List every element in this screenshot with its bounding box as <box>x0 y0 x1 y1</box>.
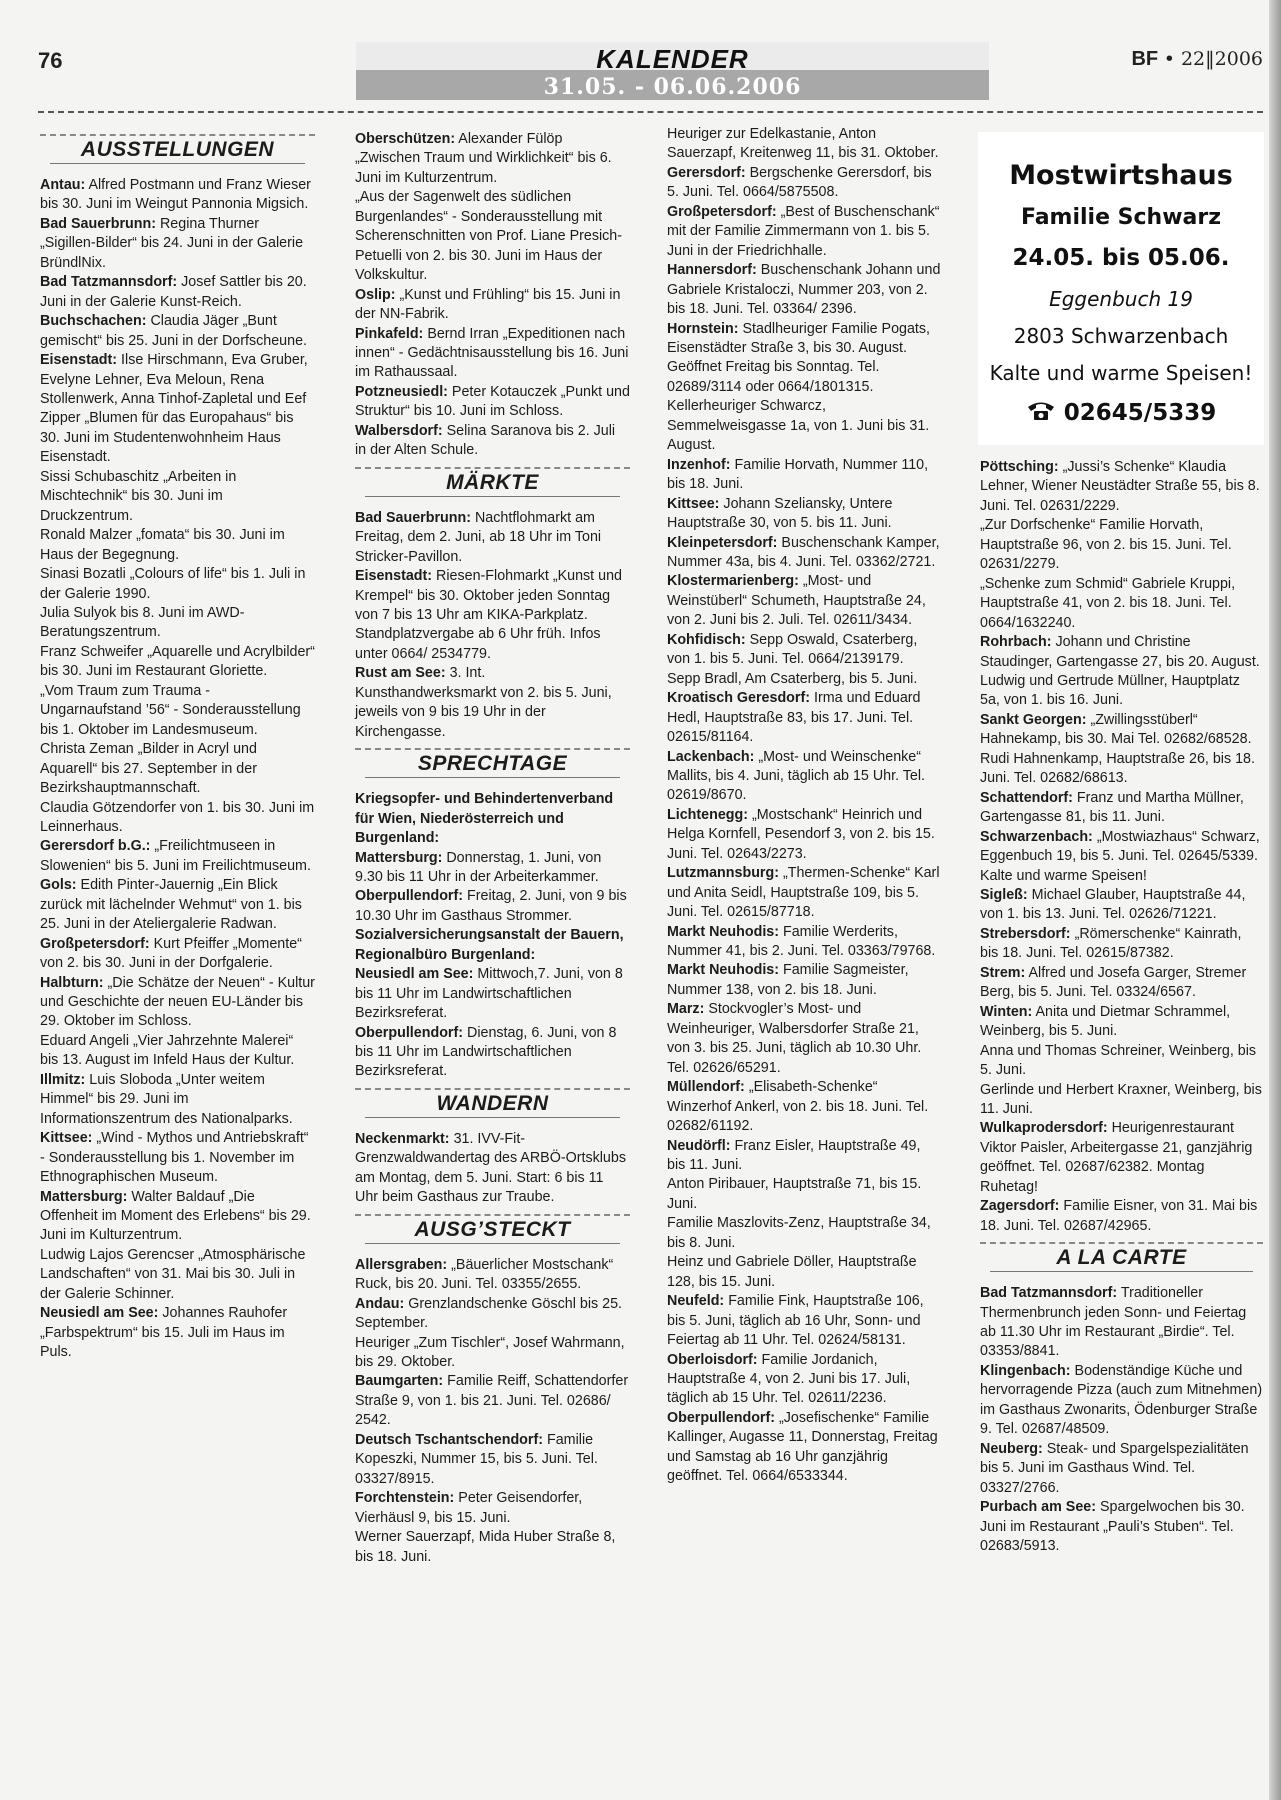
listing-entry <box>667 1351 942 1409</box>
listing-entry <box>980 750 1263 789</box>
listing-entry <box>667 495 942 534</box>
listing-place: Klingenbach: <box>980 1362 1071 1379</box>
org-heading-kriegsopfer: Kriegsopfer- und Behindertenverband für Wien, Niederösterreich und Burgenland: <box>355 791 614 847</box>
listing-text: Buschenschank Johann und Gabriele Kristaloczi, Nummer 203, von 2. bis 18. Juni. Tel. 03364/ 2396. <box>667 262 941 318</box>
listing-text: Stockvogler’s Most- und Weinheuriger, Walbersdorfer Straße 21, von 3. bis 25. Juni, täglich ab 10.30 Uhr. Tel. 02626/65291. <box>667 1001 922 1076</box>
listing-entry <box>667 961 942 1000</box>
listing-text: Franz und Martha Müllner, Gartengasse 81, bis 11. Juni. <box>980 789 1244 826</box>
issue-number: • 22‖2006 <box>1163 48 1263 70</box>
listing-place: Zagersdorf: <box>980 1198 1060 1215</box>
listing-entry <box>667 572 942 630</box>
listing-entry <box>667 1000 942 1078</box>
listing-entry <box>980 1498 1263 1556</box>
listing-entry <box>40 682 315 740</box>
listing-text: „Bäuerlicher Mostschank“ Ruck, bis 20. Juni. Tel. 03355/2655. <box>355 1256 614 1293</box>
listing-text: „Most- und Weinstüberl“ Schumeth, Hauptstraße 24, von 2. Juni bis 2. Juli. Tel. 02611/3434. <box>667 573 926 629</box>
listing-place: Bad Tatzmannsdorf: <box>980 1285 1118 1302</box>
listing-entry <box>40 565 315 604</box>
listing-entry <box>980 1119 1263 1197</box>
ausgsteckt-list <box>355 1256 630 1567</box>
listing-entry <box>40 974 315 1032</box>
mostwirtshaus-ad <box>978 132 1264 445</box>
issue-info <box>1131 48 1263 71</box>
listing-text: Irma und Eduard Hedl, Hauptstraße 83, bis 17. Juni. Tel. 02615/81164. <box>667 690 921 746</box>
section-header-wandern: WANDERN <box>355 1088 630 1124</box>
listing-text: Regina Thurner „Sigillen-Bilder“ bis 24. Juni in der Galerie BründlNix. <box>40 215 304 271</box>
listing-entry <box>355 383 630 422</box>
listing-entry <box>355 188 630 285</box>
listing-place: Gols: <box>40 877 77 894</box>
listing-entry <box>40 799 315 838</box>
listing-entry <box>355 509 630 567</box>
listing-text: Steak- und Spargelspezialitäten bis 5. Juni im Gasthaus Wind. Tel. 03327/2766. <box>980 1440 1249 1496</box>
listing-text: Heuriger zur Edelkastanie, Anton Sauerzapf, Kreitenweg 11, bis 31. Oktober. <box>667 126 939 162</box>
listing-place: Hornstein: <box>667 320 739 337</box>
listing-text: Franz Eisler, Hauptstraße 49, bis 11. Juni. <box>667 1137 921 1174</box>
listing-place: Sankt Georgen: <box>980 711 1087 728</box>
listing-place: Neckenmarkt: <box>355 1130 450 1147</box>
listing-place: Schattendorf: <box>980 789 1073 806</box>
listing-entry <box>40 1246 315 1304</box>
listing-entry <box>667 1409 942 1487</box>
listing-place: Antau: <box>40 177 86 193</box>
header-band <box>356 42 989 100</box>
listing-entry <box>980 925 1263 964</box>
listing-text: Claudia Jäger „Bunt gemischt“ bis 25. Juni in der Dorfscheune. <box>40 313 308 349</box>
listing-text: „Aus der Sagenwelt des südlichen Burgenlandes“ - Sonderausstellung mit Scherenschnitten von Prof. Liane Presich-Petuelli von 2. bis 30. Juni im Haus der Volkskultur. <box>355 189 623 284</box>
listing-text: Bernd Irran „Expeditionen nach innen“ - Gedächtnisausstellung bis 16. Juni im Rathaussaal. <box>355 325 629 381</box>
listing-place: Mattersburg: <box>355 849 443 866</box>
org-heading-svb: Sozialversicherungsanstalt der Bauern, Regionalbüro Burgenland: <box>355 927 624 963</box>
ausgsteckt-list-cont-2 <box>980 458 1263 1236</box>
listing-text: Familie Maszlovits-Zenz, Hauptstraße 34, bis 8. Juni. <box>667 1215 931 1251</box>
listing-place: Illmitz: <box>40 1071 86 1088</box>
listing-entry <box>355 849 630 888</box>
listing-text: Familie Sagmeister, Nummer 138, von 2. bis 18. Juni. <box>667 962 909 998</box>
listing-place: Bad Sauerbrunn: <box>40 215 156 232</box>
listing-text: „Zur Dorfschenke“ Familie Horvath, Hauptstraße 96, von 2. bis 15. Juni. Tel. 02631/2279. <box>980 517 1232 573</box>
page-title: KALENDER <box>596 44 749 74</box>
listing-entry <box>667 164 942 203</box>
listing-place: Oberpullendorf: <box>355 888 464 905</box>
listing-place: Forchtenstein: <box>355 1490 455 1507</box>
listing-entry <box>40 176 315 215</box>
listing-text: Heinz und Gabriele Döller, Hauptstraße 128, bis 15. Juni. <box>667 1254 917 1290</box>
listing-place: Markt Neuhodis: <box>667 923 780 940</box>
listing-text: Familie Werderits, Nummer 41, bis 2. Juni. Tel. 03363/79768. <box>667 923 936 960</box>
listing-place: Oberpullendorf: <box>355 1024 464 1041</box>
a-la-carte-list <box>980 1284 1263 1556</box>
listing-entry <box>980 1197 1263 1236</box>
listing-entry <box>980 672 1263 711</box>
listing-text: Luis Sloboda „Unter weitem Himmel“ bis 29. Juni im Informationszentrum des Nationalparks. <box>40 1071 293 1127</box>
listing-text: Spargelwochen bis 30. Juni im Restaurant „Pauli’s Stuben“. Tel. 02683/5913. <box>980 1499 1245 1555</box>
ausgsteckt-list-cont <box>667 125 942 1487</box>
listing-text: Ludwig und Gertrude Müllner, Hauptplatz 5a, von 1. bis 16. Juni. <box>980 672 1240 709</box>
listing-entry <box>667 689 942 747</box>
listing-entry <box>980 886 1263 925</box>
listing-entry <box>355 965 630 1023</box>
listing-entry <box>667 261 942 319</box>
listing-entry <box>355 567 630 664</box>
listing-text: 31. IVV-Fit-Grenzwaldwandertag des ARBÖ-Ortsklubs am Montag, dem 5. Juni. Start: 6 bis 11 Uhr beim Gasthaus zur Traube. <box>355 1130 626 1206</box>
listing-text: Johann Szeliansky, Untere Hauptstraße 30, von 5. bis 11. Juni. <box>667 495 893 532</box>
listing-text: Familie Jordanich, Hauptstraße 4, von 2. Juni bis 17. Juli, täglich ab 15 Uhr. Tel. 02611/2236. <box>667 1351 911 1407</box>
listing-place: Marz: <box>667 1001 705 1018</box>
listing-entry <box>667 1292 942 1350</box>
listing-text: „Zwillingsstüberl“ Hahnekamp, bis 30. Mai Tel. 02682/68528. <box>980 711 1252 748</box>
listing-entry <box>667 125 942 164</box>
sprechtage-list-2 <box>355 965 630 1082</box>
listing-place: Kittsee: <box>40 1130 93 1147</box>
listing-entry <box>40 837 315 876</box>
listing-place: Großpetersdorf: <box>667 203 777 220</box>
listing-text: „Thermen-Schenke“ Karl und Anita Seidl, Hauptstraße 109, bis 5. Juni. Tel. 02615/87718. <box>667 865 940 921</box>
listing-text: Donnerstag, 1. Juni, von 9.30 bis 11 Uhr in der Arbeiterkammer. <box>355 849 602 885</box>
listing-text: „Mostwiazhaus“ Schwarz, Eggenbuch 19, bis 5. Juni. Tel. 02645/5339. Kalte und warme Speisen! <box>980 828 1260 884</box>
column-2 <box>355 130 630 1567</box>
listing-text: „Mostschank“ Heinrich und Helga Kornfell, Pesendorf 3, von 2. bis 15. Juni. Tel. 02643/2273. <box>667 806 935 862</box>
listing-entry <box>667 1175 942 1214</box>
listing-entry <box>667 748 942 806</box>
listing-place: Strem: <box>980 964 1026 981</box>
ad-street: Eggenbuch 19 <box>1049 287 1193 311</box>
listing-entry <box>980 789 1263 828</box>
listing-place: Lackenbach: <box>667 748 755 765</box>
listing-entry <box>980 964 1263 1003</box>
listing-text: Traditioneller Thermenbrunch jeden Sonn- und Feiertag ab 11.30 Uhr im Restaurant „Birdie“. Tel. 03353/8841. <box>980 1285 1247 1360</box>
listing-text: Johann und Christine Staudinger, Gartengasse 27, bis 20. August. <box>980 634 1260 670</box>
page-header <box>38 42 1263 102</box>
listing-text: „Die Schätze der Neuen“ - Kultur und Geschichte der neuen EU-Länder bis 29. Oktober im Schloss. <box>40 974 315 1030</box>
listing-entry <box>980 1284 1263 1362</box>
listing-place: Pöttsching: <box>980 459 1059 475</box>
maerkte-list <box>355 509 630 742</box>
listing-place: Andau: <box>355 1295 405 1312</box>
listing-place: Markt Neuhodis: <box>667 962 780 979</box>
listing-place: Rohrbach: <box>980 634 1052 651</box>
listing-entry <box>40 1304 315 1362</box>
listing-text: Claudia Götzendorfer von 1. bis 30. Juni im Leinnerhaus. <box>40 799 315 835</box>
listing-entry <box>667 1137 942 1176</box>
listing-entry <box>667 806 942 864</box>
listing-entry <box>355 1024 630 1082</box>
listing-entry <box>355 887 630 926</box>
listing-entry <box>667 456 942 495</box>
column-4 <box>980 458 1263 1556</box>
listing-text: Familie Fink, Hauptstraße 106, bis 5. Juni, täglich ab 16 Uhr, Sonn- und Feiertag ab 11 Uhr. Tel. 02624/58131. <box>667 1293 924 1349</box>
listing-text: „Wind - Mythos und Antriebskraft“ - Sonderausstellung bis 1. November im Ethnographischen Museum. <box>40 1130 309 1186</box>
listing-text: Heuriger „Zum Tischler“, Josef Wahrmann, bis 29. Oktober. <box>355 1334 625 1371</box>
listing-place: Großpetersdorf: <box>40 935 150 952</box>
listing-place: Neusiedl am See: <box>355 966 474 983</box>
listing-entry <box>980 458 1263 516</box>
listing-text: Riesen-Flohmarkt „Kunst und Krempel“ bis 30. Oktober jeden Sonntag von 7 bis 13 Uhr am KIKA-Parkplatz. Standplatzvergabe ab 6 Uhr früh. Infos unter 0664/ 2534779. <box>355 568 622 662</box>
listing-entry <box>355 422 630 461</box>
listing-place: Walbersdorf: <box>355 422 443 439</box>
date-range: 31.05. - 06.06.2006 <box>543 74 802 100</box>
section-header-maerkte: MÄRKTE <box>355 467 630 503</box>
wandern-list <box>355 1130 630 1208</box>
listing-text: Walter Baldauf „Die Offenheit im Moment des Erlebens“ bis 29. Juni im Kulturzentrum. <box>40 1188 311 1244</box>
listing-entry <box>355 1528 630 1567</box>
listing-text: Gerlinde und Herbert Kraxner, Weinberg, bis 11. Juni. <box>980 1081 1262 1117</box>
listing-text: Josef Sattler bis 20. Juni in der Galerie Kunst-Reich. <box>40 274 307 310</box>
listing-text: Ilse Hirschmann, Eva Gruber, Evelyne Lehner, Eva Meloun, Rena Stollenwerk, Anna Tinhof-Zapletal und Eef Zipper „Blumen für das Europahaus“ bis 30. Juni im Studentenwohnheim Haus Eisenstadt. <box>40 352 308 466</box>
listing-entry <box>40 1071 315 1129</box>
listing-place: Wulkaprodersdorf: <box>980 1120 1108 1137</box>
listing-text: „Best of Buschenschank“ mit der Familie Zimmermann von 1. bis 5. Juni in der Friedrichhalle. <box>667 203 940 259</box>
listing-place: Klostermarienberg: <box>667 573 799 590</box>
listing-place: Eisenstadt: <box>40 352 118 369</box>
listing-text: Sepp Bradl, Am Csaterberg, bis 5. Juni. <box>667 670 918 687</box>
listing-place: Kroatisch Geresdorf: <box>667 690 811 707</box>
listing-text: „Schenke zum Schmid“ Gabriele Kruppi, Hauptstraße 41, von 2. bis 18. Juni. Tel. 0664/1632240. <box>980 575 1236 631</box>
listing-entry <box>355 1256 630 1295</box>
listing-entry <box>40 351 315 468</box>
listing-text: Ronald Malzer „fomata“ bis 30. Juni im Haus der Begegnung. <box>40 527 285 563</box>
listing-place: Potzneusiedl: <box>355 383 448 400</box>
ad-phone <box>978 400 1264 428</box>
listing-place: Buchschachen: <box>40 313 147 330</box>
listing-place: Neufeld: <box>667 1293 725 1310</box>
listing-text: Sinasi Bozatli „Colours of life“ bis 1. Juli in der Galerie 1990. <box>40 566 306 602</box>
listing-entry <box>667 1078 942 1136</box>
listing-text: „Josefischenke“ Familie Kallinger, Augasse 11, Donnerstag, Freitag und Samstag ab 16 Uhr ganzjährig geöffnet. Tel. 0664/6533344. <box>667 1409 938 1485</box>
listing-text: Kurt Pfeiffer „Momente“ von 2. bis 30. Juni in der Dorfgalerie. <box>40 935 302 972</box>
listing-entry <box>980 516 1263 574</box>
ad-dates: 24.05. bis 05.06. <box>1012 245 1230 271</box>
listing-entry <box>355 1372 630 1430</box>
listing-entry <box>40 643 315 682</box>
listing-entry <box>980 1003 1263 1042</box>
listing-text: Familie Eisner, von 31. Mai bis 18. Juni. Tel. 02687/42965. <box>980 1198 1258 1234</box>
brand-logo: BF <box>1131 48 1159 70</box>
listing-text: Anita und Dietmar Schrammel, Weinberg, bis 5. Juni. <box>980 1003 1231 1040</box>
listing-entry <box>40 468 315 526</box>
ad-phone-number: 02645/5339 <box>1063 400 1217 426</box>
listing-entry <box>355 1130 630 1208</box>
listing-entry <box>980 828 1263 886</box>
listing-text: 3. Int. Kunsthandwerksmarkt von 2. bis 5. Juni, jeweils von 9 bis 19 Uhr in der Kirchengasse. <box>355 665 612 740</box>
listing-entry <box>667 864 942 922</box>
listing-place: Gerersdorf: <box>667 164 746 181</box>
ad-family: Familie Schwarz <box>1020 205 1222 230</box>
listing-text: Bodenständige Küche und hervorragende Pizza (auch zum Mitnehmen) im Gasthaus Zwonarits, Ödenburger Straße 9. Tel. 02687/48509. <box>980 1362 1263 1438</box>
listing-entry <box>667 534 942 573</box>
listing-place: Baumgarten: <box>355 1373 444 1390</box>
listing-place: Bad Sauerbrunn: <box>355 509 471 526</box>
listing-text: „Kunst und Frühling“ bis 15. Juni in der NN-Fabrik. <box>355 286 621 323</box>
listing-text: Familie Horvath, Nummer 110, bis 18. Juni. <box>667 456 929 493</box>
listing-text: Ludwig Lajos Gerencser „Atmosphärische Landschaften“ von 31. Mai bis 30. Juli in der Galerie Schinner. <box>40 1246 306 1302</box>
listing-place: Neuberg: <box>980 1440 1043 1457</box>
listing-text: Sepp Oswald, Csaterberg, von 1. bis 5. Juni. Tel. 0664/2139179. <box>667 631 918 668</box>
listing-text: Peter Geisendorfer, Vierhäusl 9, bis 15. Juni. <box>355 1490 583 1526</box>
listing-text: Nachtflohmarkt am Freitag, dem 2. Juni, ab 18 Uhr im Toni Stricker-Pavillon. <box>355 509 602 565</box>
listing-text: Familie Reiff, Schattendorfer Straße 9, von 1. bis 21. Juni. Tel. 02686/ 2542. <box>355 1373 629 1429</box>
listing-place: Mattersburg: <box>40 1188 128 1205</box>
listing-text: Mittwoch,7. Juni, von 8 bis 11 Uhr im Landwirtschaftlichen Bezirksreferat. <box>355 966 623 1022</box>
listing-text: Grenzlandschenke Göschl bis 25. September. <box>355 1295 623 1332</box>
listing-entry <box>40 1032 315 1071</box>
listing-text: Kellerheuriger Schwarcz, Semmelweisgasse 1a, von 1. Juni bis 31. August. <box>667 398 930 454</box>
listing-place: Inzenhof: <box>667 456 731 473</box>
listing-entry <box>667 923 942 962</box>
listing-place: Oslip: <box>355 286 396 303</box>
listing-place: Neusiedl am See: <box>40 1305 159 1322</box>
listing-place: Neudörfl: <box>667 1137 731 1154</box>
listing-place: Müllendorf: <box>667 1079 745 1096</box>
ad-title: Mostwirtshaus <box>1009 160 1233 191</box>
listing-entry <box>40 1129 315 1187</box>
listing-entry <box>667 1253 942 1292</box>
ad-town: 2803 Schwarzenbach <box>1013 324 1229 348</box>
header-divider <box>38 111 1263 113</box>
listing-place: Sigleß: <box>980 886 1028 903</box>
listing-text: Johannes Rauhofer „Farbspektrum“ bis 15. Juli im Haus im Puls. <box>40 1305 288 1361</box>
listing-entry <box>355 325 630 383</box>
listing-text: Alfred Postmann und Franz Wieser bis 30. Juni im Weingut Pannonia Migsich. <box>40 177 311 213</box>
listing-text: Werner Sauerzapf, Mida Huber Straße 8, bis 18. Juni. <box>355 1529 616 1565</box>
sprechtage-list-1 <box>355 849 630 927</box>
listing-text: Michael Glauber, Hauptstraße 44, von 1. bis 13. Juni. Tel. 02626/71221. <box>980 886 1246 923</box>
listing-text: Peter Kotauczek „Punkt und Struktur“ bis 10. Juni im Schloss. <box>355 383 630 420</box>
listing-entry <box>40 1188 315 1246</box>
section-header-ausgsteckt: AUSG’STECKT <box>355 1214 630 1250</box>
listing-entry <box>667 670 942 689</box>
listing-place: Halbturn: <box>40 974 104 991</box>
listing-place: Oberpullendorf: <box>667 1409 776 1426</box>
listing-entry <box>40 876 315 934</box>
listing-place: Hannersdorf: <box>667 262 757 279</box>
listing-place: Bad Tatzmannsdorf: <box>40 274 178 291</box>
listing-place: Lichtenegg: <box>667 806 749 823</box>
listing-place: Kohfidisch: <box>667 631 746 648</box>
listing-place: Oberschützen: <box>355 131 456 147</box>
listing-place: Rust am See: <box>355 665 446 682</box>
page-number: 76 <box>38 48 63 73</box>
section-header-ausstellungen: AUSSTELLUNGEN <box>40 134 315 170</box>
listing-place: Strebersdorf: <box>980 925 1071 942</box>
listing-text: „Jussi’s Schenke“ Klaudia Lehner, Wiener Neustädter Straße 55, bis 8. Juni. Tel. 02631/2229. <box>980 459 1260 514</box>
listing-entry <box>980 633 1263 672</box>
column-1 <box>40 130 315 1363</box>
listing-entry <box>980 575 1263 633</box>
listing-text: Bergschenke Gerersdorf, bis 5. Juni. Tel. 0664/5875508. <box>667 164 932 201</box>
listing-text: Buschenschank Kamper, Nummer 43a, bis 4. Juni. Tel. 03362/2721. <box>667 534 940 570</box>
listing-text: Familie Kopeszki, Nummer 15, bis 5. Juni. Tel. 03327/8915. <box>355 1431 598 1487</box>
column-3 <box>667 125 942 1487</box>
listing-entry <box>40 935 315 974</box>
listing-entry <box>980 711 1263 750</box>
listing-entry <box>40 273 315 312</box>
listing-entry <box>40 312 315 351</box>
listing-text: Christa Zeman „Bilder in Acryl und Aquarell“ bis 27. September in der Bezirkshauptmannschaft. <box>40 741 257 797</box>
listing-entry <box>355 1431 630 1489</box>
listing-place: Deutsch Tschantschendorf: <box>355 1431 544 1448</box>
listing-entry <box>667 631 942 670</box>
listing-text: Rudi Hahnenkamp, Hauptstraße 26, bis 18. Juni. Tel. 02682/68613. <box>980 750 1255 787</box>
listing-place: Kittsee: <box>667 495 720 512</box>
listing-entry <box>667 1214 942 1253</box>
listing-place: Kleinpetersdorf: <box>667 534 778 551</box>
listing-entry <box>355 664 630 742</box>
listing-place: Lutzmannsburg: <box>667 865 779 882</box>
listing-place: Oberloisdorf: <box>667 1351 758 1368</box>
listing-place: Eisenstadt: <box>355 568 433 585</box>
listing-text: Alfred und Josefa Garger, Stremer Berg, bis 5. Juni. Tel. 03324/6567. <box>980 964 1247 1001</box>
listing-place: Winten: <box>980 1003 1033 1020</box>
listing-entry <box>667 203 942 261</box>
section-header-a-la-carte: A LA CARTE <box>980 1242 1263 1278</box>
listing-text: „Römerschenke“ Kainrath, bis 18. Juni. Tel. 02615/87382. <box>980 925 1242 962</box>
listing-text: Anton Piribauer, Hauptstraße 71, bis 15. Juni. <box>667 1176 922 1212</box>
listing-entry <box>40 215 315 273</box>
listing-text: Edith Pinter-Jauernig „Ein Blick zurück mit lächelnder Wehmut“ von 1. bis 25. Juni in der Ateliergalerie Radwan. <box>40 877 302 933</box>
listing-text: Alexander Fülöp „Zwischen Traum und Wirklichkeit“ bis 6. Juni im Kulturzentrum. <box>355 131 612 186</box>
listing-entry <box>980 1362 1263 1440</box>
listing-entry <box>667 320 942 398</box>
listing-entry <box>667 397 942 455</box>
listing-place: Schwarzenbach: <box>980 828 1093 845</box>
listing-entry <box>355 1295 630 1334</box>
listing-text: Julia Sulyok bis 8. Juni im AWD-Beratungszentrum. <box>40 604 245 641</box>
listing-text: Freitag, 2. Juni, von 9 bis 10.30 Uhr im Gasthaus Strommer. <box>355 888 627 924</box>
listing-text: Anna und Thomas Schreiner, Weinberg, bis 5. Juni. <box>980 1042 1257 1079</box>
listing-entry <box>980 1440 1263 1498</box>
listing-text: Sissi Schubaschitz „Arbeiten in Mischtechnik“ bis 30. Juni im Druckzentrum. <box>40 468 237 524</box>
listing-text: Dienstag, 6. Juni, von 8 bis 11 Uhr im Landwirtschaftlichen Bezirksreferat. <box>355 1024 617 1080</box>
listing-text: „Most- und Weinschenke“ Mallits, bis 4. Juni, täglich ab 15 Uhr. Tel. 02619/8670. <box>667 748 925 804</box>
listing-text: Heurigenrestaurant Viktor Paisler, Arbeitergasse 21, ganzjährig geöffnet. Tel. 02687/62382. Montag Ruhetag! <box>980 1120 1253 1195</box>
listing-text: Selina Saranova bis 2. Juli in der Alten Schule. <box>355 422 616 459</box>
listing-entry <box>980 1042 1263 1081</box>
listing-entry <box>355 1334 630 1373</box>
listing-entry <box>40 740 315 798</box>
listing-entry <box>40 526 315 565</box>
listing-text: Eduard Angeli „Vier Jahrzehnte Malerei“ bis 13. August im Infeld Haus der Kultur. <box>40 1032 295 1069</box>
listing-entry <box>355 286 630 325</box>
listing-text: Stadlheuriger Familie Pogats, Eisenstädter Straße 3, bis 30. August. Geöffnet Freitag bis Sonntag. Tel. 02689/3114 oder 0664/1801315. <box>667 320 931 395</box>
section-header-sprechtage: SPRECHTAGE <box>355 748 630 784</box>
ausstellungen-list <box>40 176 315 1363</box>
listing-place: Pinkafeld: <box>355 325 424 342</box>
ausstellungen-list-cont <box>355 130 630 461</box>
page-binding-shadow <box>1269 0 1281 1800</box>
listing-place: Gerersdorf b.G.: <box>40 838 151 855</box>
listing-text: „Vom Traum zum Trauma - Ungarnaufstand ’56“ - Sonderausstellung bis 1. Oktober im Landesmuseum. <box>40 682 301 738</box>
listing-entry <box>355 1489 630 1528</box>
listing-entry <box>355 130 630 188</box>
ad-slogan: Kalte und warme Speisen! <box>989 361 1253 385</box>
listing-text: Franz Schweifer „Aquarelle und Acrylbilder“ bis 30. Juni im Restaurant Gloriette. <box>40 643 315 680</box>
listing-place: Purbach am See: <box>980 1499 1097 1516</box>
telephone-icon <box>1026 400 1056 428</box>
listing-text: „Elisabeth-Schenke“ Winzerhof Ankerl, von 2. bis 18. Juni. Tel. 02682/61192. <box>667 1079 929 1135</box>
listing-entry <box>980 1081 1263 1120</box>
listing-place: Allersgraben: <box>355 1256 448 1273</box>
listing-text: „Freilichtmuseen in Slowenien“ bis 5. Juni im Freilichtmuseum. <box>40 838 311 874</box>
listing-entry <box>40 604 315 643</box>
